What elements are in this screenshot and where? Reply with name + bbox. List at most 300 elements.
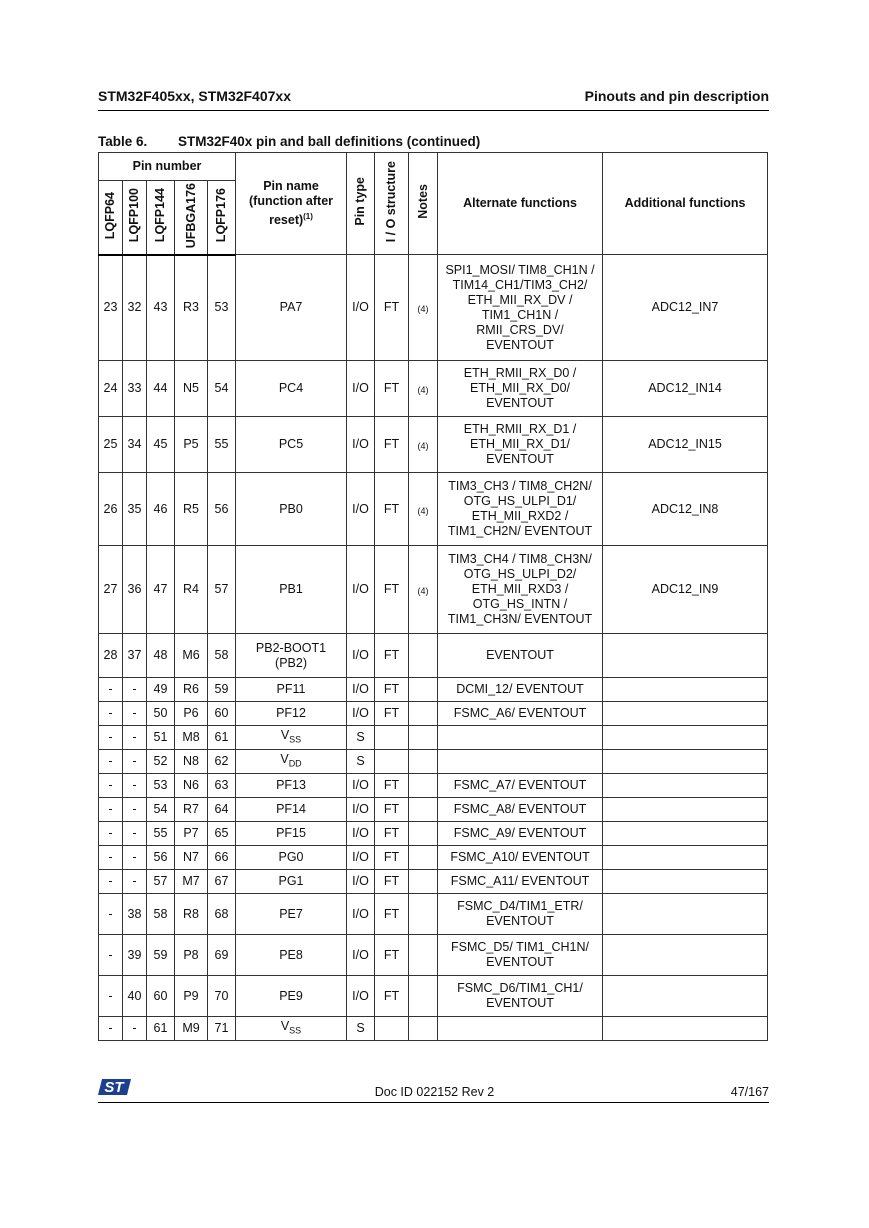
alternate-functions-cell (438, 702, 603, 726)
pin-name: PE7 (279, 906, 303, 921)
notes-cell (409, 750, 438, 774)
lqfp100-cell: - (123, 702, 147, 726)
pin-type-cell: I/O (347, 678, 375, 702)
io-structure-cell: FT (375, 361, 409, 417)
alternate-function-line: RMII_CRS_DV/ (476, 322, 564, 337)
section-header-title: Pinouts and pin description (584, 88, 769, 104)
table-row (99, 935, 768, 976)
alternate-function-line: OTG_HS_ULPI_D2/ (463, 567, 577, 581)
lqfp100-cell: - (123, 726, 147, 750)
alternate-function-line: EVENTOUT (486, 914, 554, 928)
pin-type-cell: I/O (347, 255, 375, 361)
lqfp64-cell: 26 (99, 473, 123, 546)
table-row (99, 870, 768, 894)
table-row (99, 634, 768, 678)
pin-name-cell (236, 473, 347, 546)
additional-functions-cell: ADC12_IN7 (603, 255, 768, 361)
pin-name: PB1 (279, 582, 303, 596)
ufbga176-cell: M8 (175, 726, 208, 750)
lqfp64-cell: 24 (99, 361, 123, 417)
lqfp64-cell: - (99, 1017, 123, 1041)
lqfp176-cell: 65 (208, 822, 236, 846)
pin-name: PG1 (278, 874, 304, 888)
table-caption (98, 134, 480, 149)
pin-name-cell (236, 1017, 347, 1041)
pin-type-cell: I/O (347, 473, 375, 546)
alternate-functions-cell (438, 894, 603, 935)
alternate-function-line: TIM1_CH3N/ EVENTOUT (447, 612, 593, 626)
table-body (99, 255, 768, 1041)
notes-cell: (4) (409, 417, 438, 473)
notes-cell: (4) (409, 473, 438, 546)
additional-functions-cell (603, 846, 768, 870)
pin-name-header-line2: (function after (249, 193, 334, 208)
alternate-function-line: TIM1_CH2N/ EVENTOUT (447, 524, 593, 538)
ufbga176-cell: P8 (175, 935, 208, 976)
notes-cell (409, 702, 438, 726)
pin-name-subscript: DD (288, 758, 302, 769)
pin-name-cell (236, 798, 347, 822)
table-row (99, 846, 768, 870)
ufbga176-header: UFBGA176 (183, 182, 198, 248)
alternate-function-line: ETH_MII_RX_DV / (467, 292, 573, 307)
pin-name: PC5 (278, 437, 304, 451)
additional-functions-cell (603, 678, 768, 702)
io-structure-cell: FT (375, 846, 409, 870)
pin-name-cell (236, 870, 347, 894)
lqfp176-cell: 55 (208, 417, 236, 473)
additional-functions-cell (603, 726, 768, 750)
table-row (99, 361, 768, 417)
lqfp144-cell: 54 (147, 798, 175, 822)
lqfp176-cell: 70 (208, 976, 236, 1017)
notes-cell (409, 634, 438, 678)
table-row (99, 678, 768, 702)
pin-name-line2: (PB2) (275, 655, 307, 670)
notes-cell (409, 822, 438, 846)
alternate-functions-cell (438, 774, 603, 798)
lqfp144-cell: 60 (147, 976, 175, 1017)
lqfp100-cell: 38 (123, 894, 147, 935)
table-row (99, 894, 768, 935)
page-number: 47/167 (730, 1085, 769, 1099)
lqfp176-cell: 61 (208, 726, 236, 750)
pin-type-cell: I/O (347, 894, 375, 935)
lqfp64-cell: 28 (99, 634, 123, 678)
lqfp100-cell: - (123, 870, 147, 894)
additional-functions-cell (603, 822, 768, 846)
alternate-function-line: ETH_RMII_RX_D1 / (463, 422, 577, 436)
pin-number-header: Pin number (99, 153, 236, 181)
ufbga176-cell: M7 (175, 870, 208, 894)
alternate-functions-cell (438, 846, 603, 870)
notes-cell (409, 894, 438, 935)
alternate-function-line: FSMC_D4/TIM1_ETR/ (457, 899, 583, 913)
ufbga176-cell: P7 (175, 822, 208, 846)
notes-header: Notes (415, 184, 430, 219)
ufbga176-cell: R6 (175, 678, 208, 702)
alternate-function-line: SPI1_MOSI/ TIM8_CH1N / (445, 262, 595, 277)
notes-cell: (4) (409, 546, 438, 634)
lqfp100-cell: - (123, 822, 147, 846)
additional-functions-cell (603, 702, 768, 726)
alternate-functions-cell (438, 634, 603, 678)
ufbga176-cell: P9 (175, 976, 208, 1017)
lqfp144-cell: 44 (147, 361, 175, 417)
io-structure-cell (375, 750, 409, 774)
lqfp176-cell: 56 (208, 473, 236, 546)
pin-name-header (236, 153, 347, 255)
lqfp176-cell: 64 (208, 798, 236, 822)
table-row (99, 798, 768, 822)
pin-type-cell: S (347, 726, 375, 750)
alternate-function-line: FSMC_D5/ TIM1_CH1N/ (451, 940, 590, 954)
alternate-functions-cell (438, 976, 603, 1017)
alternate-function-line: OTG_HS_INTN / (472, 597, 568, 611)
lqfp64-cell: - (99, 846, 123, 870)
alternate-function-line: TIM14_CH1/TIM3_CH2/ (452, 277, 588, 292)
pin-name: PF11 (276, 682, 306, 696)
additional-functions-cell (603, 774, 768, 798)
lqfp100-cell: 34 (123, 417, 147, 473)
lqfp176-cell: 68 (208, 894, 236, 935)
alternate-function-line: FSMC_A10/ EVENTOUT (450, 850, 590, 864)
lqfp64-cell: - (99, 935, 123, 976)
lqfp144-cell: 55 (147, 822, 175, 846)
lqfp100-cell: 32 (123, 255, 147, 361)
io-structure-cell (375, 726, 409, 750)
alternate-function-line: ETH_MII_RXD2 / (471, 509, 569, 523)
alternate-functions-cell (438, 417, 603, 473)
lqfp144-cell: 52 (147, 750, 175, 774)
ufbga176-cell: R5 (175, 473, 208, 546)
pin-name: PE8 (279, 947, 303, 962)
additional-functions-cell (603, 798, 768, 822)
ufbga176-cell: M6 (175, 634, 208, 678)
alternate-function-line: FSMC_A9/ EVENTOUT (453, 826, 587, 840)
lqfp176-cell: 63 (208, 774, 236, 798)
pin-name: PF14 (276, 802, 306, 816)
additional-functions-cell (603, 1017, 768, 1041)
pin-type-cell: I/O (347, 935, 375, 976)
pin-name-cell (236, 822, 347, 846)
lqfp64-cell: - (99, 726, 123, 750)
pin-name: PA7 (279, 300, 303, 314)
alternate-function-line: EVENTOUT (486, 452, 554, 466)
table-row (99, 417, 768, 473)
io-structure-cell: FT (375, 678, 409, 702)
additional-functions-cell: ADC12_IN14 (603, 361, 768, 417)
lqfp64-cell: 25 (99, 417, 123, 473)
table-row (99, 726, 768, 750)
io-structure-cell: FT (375, 798, 409, 822)
alternate-function-line: FSMC_A7/ EVENTOUT (453, 778, 587, 792)
pin-type-cell: I/O (347, 976, 375, 1017)
lqfp64-cell: - (99, 870, 123, 894)
pin-name-cell (236, 935, 347, 976)
io-structure-cell: FT (375, 417, 409, 473)
lqfp100-cell: 35 (123, 473, 147, 546)
pin-name: PF13 (276, 778, 306, 792)
table-row (99, 976, 768, 1017)
pin-type-cell: I/O (347, 361, 375, 417)
alternate-function-line: ETH_MII_RXD3 / (471, 582, 569, 596)
alternate-function-line: FSMC_D6/TIM1_CH1/ (457, 981, 583, 995)
pin-type-cell: I/O (347, 870, 375, 894)
lqfp100-cell: 39 (123, 935, 147, 976)
lqfp144-cell: 57 (147, 870, 175, 894)
additional-functions-cell: ADC12_IN8 (603, 473, 768, 546)
alternate-function-line: ETH_MII_RX_D0/ (470, 381, 571, 395)
lqfp176-header: LQFP176 (214, 188, 228, 243)
lqfp176-cell: 71 (208, 1017, 236, 1041)
table-row (99, 750, 768, 774)
ufbga176-cell: P5 (175, 417, 208, 473)
pin-type-cell: I/O (347, 702, 375, 726)
io-structure-cell: FT (375, 976, 409, 1017)
io-structure-cell: FT (375, 473, 409, 546)
io-structure-header: I / O structure (384, 160, 399, 243)
ufbga176-cell: R7 (175, 798, 208, 822)
alternate-functions-cell (438, 473, 603, 546)
alternate-function-line: EVENTOUT (486, 955, 554, 969)
additional-functions-cell (603, 894, 768, 935)
alternate-functions-cell (438, 822, 603, 846)
alternate-function-line: FSMC_A8/ EVENTOUT (453, 802, 587, 816)
notes-cell (409, 774, 438, 798)
pin-name-cell (236, 546, 347, 634)
notes-cell (409, 870, 438, 894)
notes-cell (409, 935, 438, 976)
document-id: Doc ID 022152 Rev 2 (374, 1085, 495, 1099)
alternate-function-line: OTG_HS_ULPI_D1/ (463, 494, 577, 508)
additional-functions-cell (603, 870, 768, 894)
alternate-functions-cell (438, 726, 603, 750)
additional-functions-cell (603, 634, 768, 678)
pin-name-cell (236, 976, 347, 1017)
table-row (99, 473, 768, 546)
pin-name: V (280, 1018, 290, 1033)
document-header-title: STM32F405xx, STM32F407xx (98, 88, 291, 104)
lqfp176-cell: 59 (208, 678, 236, 702)
svg-text:ST: ST (104, 1079, 124, 1096)
pin-name: PE9 (279, 988, 303, 1003)
io-structure-cell: FT (375, 634, 409, 678)
footer-rule (98, 1102, 769, 1103)
lqfp64-cell: - (99, 774, 123, 798)
io-structure-cell: FT (375, 822, 409, 846)
pin-name: PG0 (278, 850, 304, 864)
pin-name-header-line3: reset) (269, 213, 304, 228)
pin-name-header-note: (1) (303, 211, 313, 221)
pin-name: PB2-BOOT1 (255, 640, 327, 655)
lqfp144-cell: 53 (147, 774, 175, 798)
alternate-functions-cell (438, 750, 603, 774)
lqfp100-cell: - (123, 1017, 147, 1041)
lqfp64-cell: - (99, 798, 123, 822)
alternate-functions-cell (438, 870, 603, 894)
pin-name-cell (236, 702, 347, 726)
alternate-function-line: DCMI_12/ EVENTOUT (456, 682, 584, 696)
io-structure-cell: FT (375, 894, 409, 935)
pin-name: V (280, 751, 289, 766)
alternate-functions-cell (438, 798, 603, 822)
ufbga176-cell: N7 (175, 846, 208, 870)
alternate-function-line: EVENTOUT (486, 648, 554, 662)
ufbga176-cell: R3 (175, 255, 208, 361)
lqfp64-cell: - (99, 976, 123, 1017)
notes-cell (409, 798, 438, 822)
lqfp64-cell: 27 (99, 546, 123, 634)
additional-functions-cell (603, 750, 768, 774)
pin-name: PB0 (279, 501, 303, 516)
lqfp144-cell: 48 (147, 634, 175, 678)
lqfp144-cell: 46 (147, 473, 175, 546)
lqfp64-cell: - (99, 678, 123, 702)
pin-type-cell: I/O (347, 546, 375, 634)
header-rule (98, 110, 769, 111)
table-row (99, 255, 768, 361)
additional-functions-cell (603, 976, 768, 1017)
lqfp176-cell: 69 (208, 935, 236, 976)
lqfp176-cell: 57 (208, 546, 236, 634)
pin-name-header-line1: Pin name (263, 178, 319, 193)
lqfp100-cell: 36 (123, 546, 147, 634)
pin-type-cell: I/O (347, 846, 375, 870)
alternate-functions-cell (438, 678, 603, 702)
lqfp144-cell: 56 (147, 846, 175, 870)
notes-cell: (4) (409, 255, 438, 361)
pin-name: PF15 (276, 826, 306, 840)
lqfp144-cell: 45 (147, 417, 175, 473)
alternate-functions-cell (438, 1017, 603, 1041)
notes-cell (409, 846, 438, 870)
lqfp64-cell: 23 (99, 255, 123, 361)
lqfp144-cell: 58 (147, 894, 175, 935)
lqfp100-cell: 33 (123, 361, 147, 417)
io-structure-cell (375, 1017, 409, 1041)
alternate-functions-cell (438, 361, 603, 417)
alternate-function-line: ETH_MII_RX_D1/ (470, 437, 571, 451)
alternate-function-line: FSMC_A11/ EVENTOUT (450, 874, 590, 888)
notes-cell (409, 678, 438, 702)
alternate-function-line: FSMC_A6/ EVENTOUT (453, 706, 587, 720)
lqfp100-header: LQFP100 (127, 188, 141, 243)
pin-type-cell: I/O (347, 774, 375, 798)
ufbga176-cell: N6 (175, 774, 208, 798)
table-row (99, 774, 768, 798)
lqfp144-cell: 49 (147, 678, 175, 702)
table-number: Table 6. (98, 134, 148, 149)
alternate-function-line: TIM1_CH1N / (481, 307, 559, 322)
lqfp64-cell: - (99, 750, 123, 774)
pin-type-cell: I/O (347, 822, 375, 846)
pin-type-cell: S (347, 1017, 375, 1041)
pin-name: PF12 (276, 706, 306, 720)
lqfp100-cell: - (123, 846, 147, 870)
pin-type-header: Pin type (353, 177, 368, 226)
notes-cell (409, 976, 438, 1017)
lqfp144-cell: 47 (147, 546, 175, 634)
io-structure-cell: FT (375, 702, 409, 726)
lqfp100-cell: - (123, 798, 147, 822)
lqfp144-cell: 59 (147, 935, 175, 976)
lqfp100-cell: 37 (123, 634, 147, 678)
pin-name-subscript: SS (289, 734, 302, 745)
additional-functions-cell: ADC12_IN9 (603, 546, 768, 634)
lqfp144-cell: 50 (147, 702, 175, 726)
alternate-function-line: ETH_RMII_RX_D0 / (463, 366, 577, 380)
alternate-function-line: EVENTOUT (486, 996, 554, 1010)
lqfp100-cell: - (123, 750, 147, 774)
lqfp176-cell: 58 (208, 634, 236, 678)
pin-name-cell (236, 750, 347, 774)
lqfp144-cell: 51 (147, 726, 175, 750)
table-row (99, 822, 768, 846)
ufbga176-cell: N8 (175, 750, 208, 774)
lqfp176-cell: 53 (208, 255, 236, 361)
io-structure-cell: FT (375, 546, 409, 634)
pin-name-subscript: SS (289, 1025, 302, 1036)
table-row (99, 1017, 768, 1041)
additional-functions-cell (603, 935, 768, 976)
alternate-functions-cell (438, 255, 603, 361)
notes-cell (409, 726, 438, 750)
ufbga176-cell: M9 (175, 1017, 208, 1041)
additional-functions-cell: ADC12_IN15 (603, 417, 768, 473)
lqfp100-cell: 40 (123, 976, 147, 1017)
pin-name-cell (236, 846, 347, 870)
lqfp176-cell: 54 (208, 361, 236, 417)
pin-name-cell (236, 255, 347, 361)
pin-name-cell (236, 726, 347, 750)
alternate-functions-header: Alternate functions (438, 153, 603, 255)
additional-functions-header: Additional functions (603, 153, 768, 255)
pin-type-cell: I/O (347, 798, 375, 822)
lqfp64-header: LQFP64 (103, 191, 117, 239)
notes-cell: (4) (409, 361, 438, 417)
ufbga176-cell: N5 (175, 361, 208, 417)
ufbga176-cell: R4 (175, 546, 208, 634)
lqfp176-cell: 62 (208, 750, 236, 774)
alternate-function-line: EVENTOUT (486, 337, 554, 352)
alternate-functions-cell (438, 935, 603, 976)
lqfp144-cell: 43 (147, 255, 175, 361)
alternate-function-line: EVENTOUT (486, 396, 554, 410)
lqfp64-cell: - (99, 894, 123, 935)
lqfp144-header: LQFP144 (153, 188, 167, 243)
lqfp100-cell: - (123, 774, 147, 798)
pin-name: PC4 (278, 381, 304, 395)
pin-name: V (280, 727, 290, 742)
lqfp144-cell: 61 (147, 1017, 175, 1041)
lqfp64-cell: - (99, 822, 123, 846)
lqfp176-cell: 67 (208, 870, 236, 894)
table-row (99, 702, 768, 726)
lqfp64-cell: - (99, 702, 123, 726)
alternate-function-line: TIM3_CH4 / TIM8_CH3N/ (448, 552, 592, 566)
pin-type-cell: I/O (347, 417, 375, 473)
notes-cell (409, 1017, 438, 1041)
pin-name-cell (236, 634, 347, 678)
ufbga176-cell: P6 (175, 702, 208, 726)
table-row (99, 546, 768, 634)
alternate-functions-cell (438, 546, 603, 634)
table-title: STM32F40x pin and ball definitions (continued) (178, 134, 481, 149)
io-structure-cell: FT (375, 935, 409, 976)
io-structure-cell: FT (375, 870, 409, 894)
pin-definitions-table (98, 152, 768, 1041)
